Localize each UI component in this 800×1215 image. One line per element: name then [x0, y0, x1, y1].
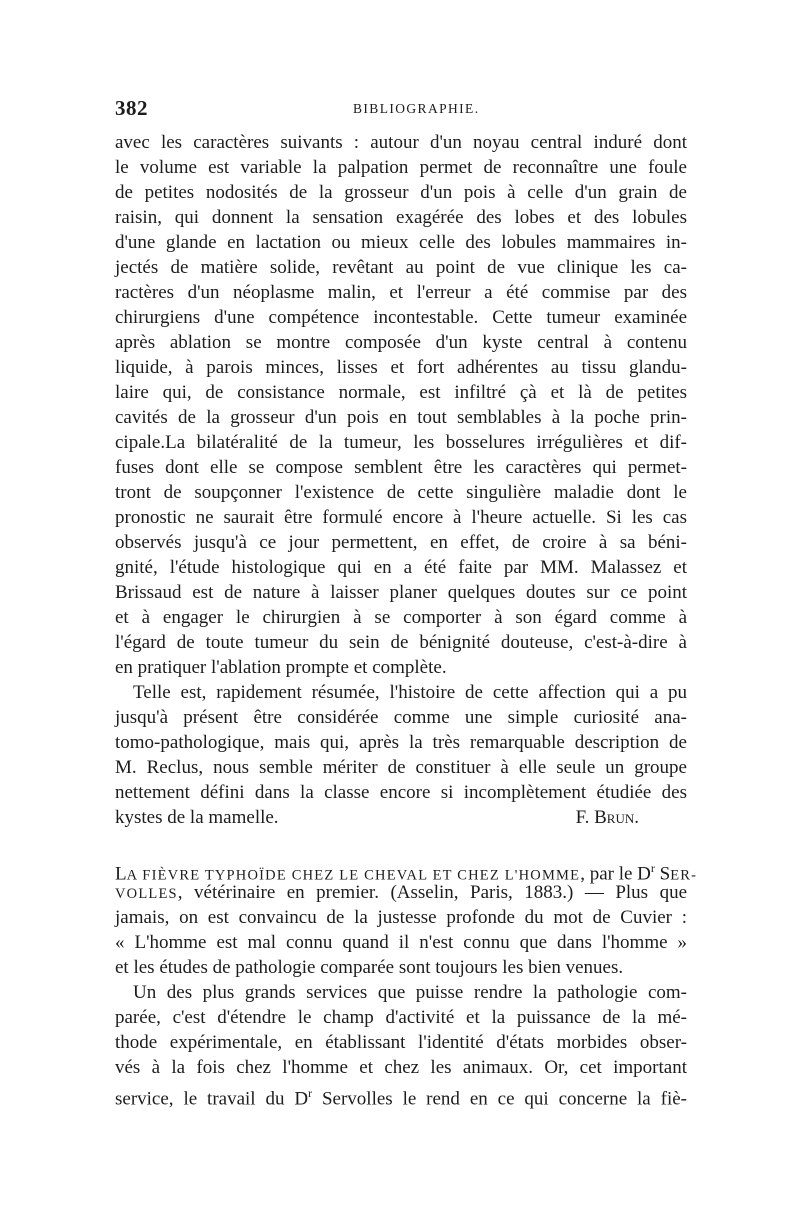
- review-title: A FIÈVRE TYPHOÏDE CHEZ LE CHEVAL ET CHEZ L'HOMME: [126, 867, 581, 884]
- text-line: thode expérimentale, en établissant l'identité d'états morbides obser-: [115, 1032, 687, 1053]
- text-line: cipale.La bilatéralité de la tumeur, les bosselures irrégulières et dif-: [115, 432, 687, 453]
- running-head: BIBLIOGRAPHIE.: [353, 101, 480, 116]
- text-line: cavités de la grosseur d'un pois en tout semblables à la poche prin-: [115, 407, 687, 428]
- text-line: gnité, l'étude histologique qui en a été faite par MM. Malassez et: [115, 557, 687, 578]
- text-line: M. Reclus, nous semble mériter de constituer à elle seule un groupe: [115, 757, 687, 778]
- text-line-with-signature: [115, 805, 687, 831]
- text-line: fuses dont elle se compose semblent être les caractères qui permet-: [115, 457, 687, 478]
- text-line: tomo-pathologique, mais qui, après la très remarquable description de: [115, 732, 687, 753]
- dr-superscript: r: [650, 861, 655, 875]
- text-line: ractères d'un néoplasme malin, et l'erreur a été commise par des: [115, 282, 687, 303]
- text-line: après ablation se montre composée d'un kyste central à contenu: [115, 332, 687, 353]
- text-line-content: kystes de la mamelle.: [115, 807, 279, 828]
- text-line: laire qui, de consistance normale, est infiltré çà et là de petites: [115, 382, 687, 403]
- text-line: l'égard de toute tumeur du sein de bénignité douteuse, c'est-à-dire à: [115, 632, 687, 653]
- page-number: 382: [115, 96, 148, 120]
- text-line: tront de soupçonner l'existence de cette singulière maladie dont le: [115, 482, 687, 503]
- page-header: [115, 96, 687, 124]
- text-line: « L'homme est mal connu quand il n'est connu que dans l'homme »: [115, 932, 687, 953]
- review-text-line: [115, 880, 687, 906]
- text-line: nettement défini dans la classe encore si incomplètement étudiée des: [115, 782, 687, 803]
- review-title-initial: L: [115, 863, 127, 885]
- author-signature: F. Brun.: [575, 807, 639, 828]
- text-segment: Servolles le rend en ce qui concerne la fiè-: [312, 1088, 687, 1110]
- text-line: et à engager le chirurgien à se comporter à son égard comme à: [115, 607, 687, 628]
- review-publication-info: , vétérinaire en premier. (Asselin, Paris, 1883.) — Plus que: [177, 882, 687, 903]
- author-initial: S: [654, 863, 671, 885]
- author-name-part: ER-: [670, 867, 698, 884]
- text-line-last: [115, 1080, 687, 1110]
- text-line: jusqu'à présent être considérée comme une simple curiosité ana-: [115, 707, 687, 728]
- text-line: parée, c'est d'étendre le champ d'activité et la puissance de la mé-: [115, 1007, 687, 1028]
- text-line: de petites nodosités de la grosseur d'un pois à celle d'un grain de: [115, 182, 687, 203]
- text-line: Brissaud est de nature à laisser planer quelques doutes sur ce point: [115, 582, 687, 603]
- text-line: pronostic ne saurait être formulé encore à l'heure actuelle. Si les cas: [115, 507, 687, 528]
- text-line: observés jusqu'à ce jour permettent, en effet, de croire à sa béni-: [115, 532, 687, 553]
- text-line: jamais, on est convaincu de la justesse profonde du mot de Cuvier :: [115, 907, 687, 928]
- text-line: Telle est, rapidement résumée, l'histoire de cette affection qui a pu: [133, 682, 687, 703]
- text-line: liquide, à parois minces, lisses et fort adhérentes au tissu glandu-: [115, 357, 687, 378]
- review-by: , par le D: [580, 863, 651, 885]
- text-line: avec les caractères suivants : autour d'un noyau central induré dont: [115, 132, 687, 153]
- dr-superscript: r: [308, 1086, 313, 1100]
- text-line: vés à la fois chez l'homme et chez les animaux. Or, cet important: [115, 1057, 687, 1078]
- author-name-cont: VOLLES: [115, 886, 178, 902]
- text-line: en pratiquer l'ablation prompte et complète.: [115, 657, 447, 678]
- review-title-line: [115, 855, 698, 885]
- text-line: chirurgiens d'une compétence incontestable. Cette tumeur examinée: [115, 307, 687, 328]
- text-line: raisin, qui donnent la sensation exagérée des lobes et des lobules: [115, 207, 687, 228]
- text-line: et les études de pathologie comparée sont toujours les bien venues.: [115, 957, 624, 978]
- text-line: le volume est variable la palpation permet de reconnaître une foule: [115, 157, 687, 178]
- text-segment: service, le travail du D: [115, 1088, 309, 1110]
- text-line: Un des plus grands services que puisse rendre la pathologie com-: [133, 982, 687, 1003]
- text-line: jectés de matière solide, revêtant au point de vue clinique les ca-: [115, 257, 687, 278]
- text-line: d'une glande en lactation ou mieux celle des lobules mammaires in-: [115, 232, 687, 253]
